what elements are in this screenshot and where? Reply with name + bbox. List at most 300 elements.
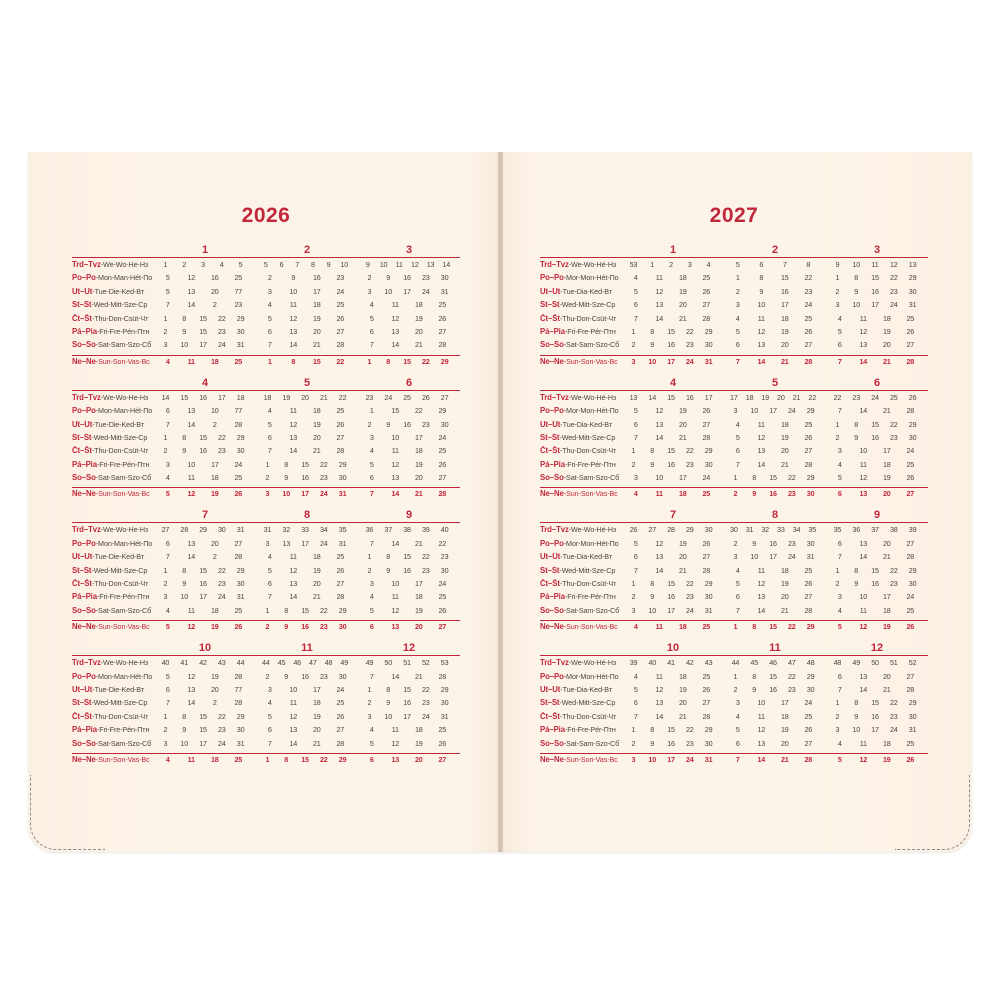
day-number[interactable]: 7 <box>165 419 170 429</box>
day-number[interactable]: 43 <box>217 658 226 668</box>
day-number[interactable]: 17 <box>769 406 777 416</box>
day-number[interactable]: 18 <box>263 392 272 402</box>
day-number[interactable]: 24 <box>804 300 813 310</box>
day-number[interactable]: 18 <box>780 711 789 721</box>
day-number[interactable]: 5 <box>267 711 272 721</box>
day-number[interactable]: 23 <box>319 622 328 632</box>
day-number[interactable]: 22 <box>804 273 813 283</box>
day-number[interactable]: 2 <box>367 419 372 429</box>
day-number[interactable]: 7 <box>369 340 374 350</box>
day-number[interactable]: 12 <box>655 684 664 694</box>
day-number[interactable]: 12 <box>859 622 868 632</box>
month-number[interactable]: 6 <box>873 376 881 389</box>
day-number[interactable]: 20 <box>777 392 785 402</box>
day-number[interactable]: 25 <box>804 711 813 721</box>
day-number[interactable]: 22 <box>217 565 226 575</box>
day-number[interactable]: 30 <box>704 459 713 469</box>
day-number[interactable]: 14 <box>757 605 766 615</box>
day-number[interactable]: 2 <box>212 698 217 708</box>
day-number[interactable]: 21 <box>678 711 687 721</box>
day-number[interactable]: 15 <box>312 356 321 366</box>
day-number[interactable]: 13 <box>859 671 868 681</box>
day-number[interactable]: 5 <box>837 754 842 764</box>
day-number[interactable]: 7 <box>837 684 842 694</box>
day-number[interactable]: 35 <box>833 525 842 535</box>
day-number[interactable]: 28 <box>702 432 711 442</box>
day-number[interactable]: 10 <box>852 725 860 735</box>
day-number[interactable]: 9 <box>650 592 655 602</box>
day-number[interactable]: 9 <box>650 459 655 469</box>
day-number[interactable]: 13 <box>757 738 766 748</box>
day-number[interactable]: 10 <box>852 300 860 310</box>
day-number[interactable]: 12 <box>391 738 400 748</box>
day-number[interactable]: 30 <box>440 419 449 429</box>
day-number[interactable]: 29 <box>440 356 449 366</box>
day-number[interactable]: 37 <box>384 525 392 535</box>
day-number[interactable]: 31 <box>236 525 245 535</box>
day-number[interactable]: 20 <box>301 392 309 402</box>
day-number[interactable]: 25 <box>804 419 813 429</box>
day-number[interactable]: 25 <box>906 313 915 323</box>
day-number[interactable]: 19 <box>414 605 423 615</box>
day-number[interactable]: 13 <box>187 538 196 548</box>
day-number[interactable]: 29 <box>199 525 207 535</box>
day-number[interactable]: 8 <box>650 446 655 456</box>
day-number[interactable]: 7 <box>735 459 740 469</box>
day-number[interactable]: 9 <box>650 738 655 748</box>
day-number[interactable]: 19 <box>761 392 769 402</box>
day-number[interactable]: 16 <box>301 622 309 632</box>
day-number[interactable]: 24 <box>804 698 813 708</box>
day-number[interactable]: 14 <box>289 592 298 602</box>
day-number[interactable]: 4 <box>369 725 374 735</box>
day-number[interactable]: 8 <box>291 356 296 366</box>
day-number[interactable]: 15 <box>769 473 777 483</box>
day-number[interactable]: 31 <box>704 356 713 366</box>
day-number[interactable]: 35 <box>808 525 816 535</box>
day-number[interactable]: 20 <box>414 622 423 632</box>
month-number[interactable]: 1 <box>201 244 209 256</box>
day-number[interactable]: 2 <box>265 671 270 681</box>
day-number[interactable]: 22 <box>787 473 796 483</box>
day-number[interactable]: 29 <box>338 459 347 469</box>
day-number[interactable]: 17 <box>730 392 738 402</box>
day-number[interactable]: 49 <box>340 658 348 668</box>
day-number[interactable]: 25 <box>336 300 345 310</box>
day-number[interactable]: 12 <box>411 260 419 269</box>
day-number[interactable]: 3 <box>165 459 170 469</box>
day-number[interactable]: 13 <box>282 538 290 548</box>
day-number[interactable]: 4 <box>165 605 170 615</box>
day-number[interactable]: 5 <box>837 326 842 336</box>
day-number[interactable]: 16 <box>403 698 411 708</box>
day-number[interactable]: 17 <box>414 579 423 589</box>
day-number[interactable]: 26 <box>906 754 915 764</box>
day-number[interactable]: 14 <box>648 392 656 402</box>
month-number[interactable]: 10 <box>198 642 212 655</box>
day-number[interactable]: 23 <box>217 579 226 589</box>
day-number[interactable]: 30 <box>908 711 917 721</box>
day-number[interactable]: 15 <box>667 446 675 456</box>
day-number[interactable]: 16 <box>871 286 879 296</box>
day-number[interactable]: 13 <box>757 340 766 350</box>
day-number[interactable]: 16 <box>199 392 207 402</box>
day-number[interactable]: 18 <box>312 698 321 708</box>
day-number[interactable]: 20 <box>312 579 321 589</box>
day-number[interactable]: 28 <box>906 552 915 562</box>
day-number[interactable]: 30 <box>440 698 449 708</box>
day-number[interactable]: 10 <box>210 406 219 416</box>
day-number[interactable]: 22 <box>319 605 328 615</box>
day-number[interactable]: 11 <box>391 300 399 310</box>
day-number[interactable]: 18 <box>312 552 321 562</box>
day-number[interactable]: 7 <box>837 406 842 416</box>
day-number[interactable]: 12 <box>289 313 298 323</box>
day-number[interactable]: 21 <box>319 392 328 402</box>
day-number[interactable]: 24 <box>871 392 879 402</box>
day-number[interactable]: 2 <box>267 273 272 283</box>
day-number[interactable]: 8 <box>854 419 859 429</box>
day-number[interactable]: 26 <box>234 489 243 499</box>
day-number[interactable]: 15 <box>403 684 411 694</box>
day-number[interactable]: 16 <box>780 286 789 296</box>
day-number[interactable]: 23 <box>889 286 898 296</box>
day-number[interactable]: 23 <box>217 725 226 735</box>
day-number[interactable]: 18 <box>236 392 245 402</box>
day-number[interactable]: 9 <box>365 260 370 269</box>
day-number[interactable]: 6 <box>837 489 842 499</box>
day-number[interactable]: 27 <box>336 432 345 442</box>
day-number[interactable]: 6 <box>735 592 740 602</box>
day-number[interactable]: 13 <box>391 326 400 336</box>
day-number[interactable]: 1 <box>631 579 636 589</box>
day-number[interactable]: 18 <box>882 459 891 469</box>
day-number[interactable]: 10 <box>282 489 290 499</box>
day-number[interactable]: 23 <box>365 392 374 402</box>
day-number[interactable]: 19 <box>282 392 290 402</box>
day-number[interactable]: 19 <box>210 622 219 632</box>
day-number[interactable]: 27 <box>702 300 711 310</box>
day-number[interactable]: 5 <box>735 326 740 336</box>
day-number[interactable]: 30 <box>806 538 815 548</box>
day-number[interactable]: 11 <box>391 725 399 735</box>
day-number[interactable]: 1 <box>733 622 738 632</box>
day-number[interactable]: 17 <box>678 473 687 483</box>
day-number[interactable]: 7 <box>633 313 638 323</box>
day-number[interactable]: 27 <box>906 538 915 548</box>
day-number[interactable]: 29 <box>685 525 694 535</box>
day-number[interactable]: 11 <box>871 260 879 269</box>
day-number[interactable]: 13 <box>391 473 400 483</box>
day-number[interactable]: 15 <box>667 326 675 336</box>
day-number[interactable]: 30 <box>704 525 713 535</box>
day-number[interactable]: 25 <box>336 552 345 562</box>
day-number[interactable]: 15 <box>769 671 777 681</box>
day-number[interactable]: 10 <box>750 406 758 416</box>
day-number[interactable]: 6 <box>633 552 638 562</box>
day-number[interactable]: 26 <box>804 432 813 442</box>
day-number[interactable]: 17 <box>199 738 207 748</box>
month-number[interactable]: 2 <box>303 244 311 256</box>
day-number[interactable]: 18 <box>210 473 219 483</box>
day-number[interactable]: 14 <box>859 356 868 366</box>
day-number[interactable]: 2 <box>212 552 217 562</box>
day-number[interactable]: 14 <box>655 432 664 442</box>
day-number[interactable]: 23 <box>421 419 430 429</box>
day-number[interactable]: 17 <box>210 459 219 469</box>
day-number[interactable]: 28 <box>804 605 813 615</box>
day-number[interactable]: 11 <box>859 313 867 323</box>
day-number[interactable]: 14 <box>757 459 766 469</box>
day-number[interactable]: 16 <box>769 538 777 548</box>
day-number[interactable]: 22 <box>889 565 898 575</box>
day-number[interactable]: 25 <box>889 392 898 402</box>
day-number[interactable]: 22 <box>438 538 447 548</box>
day-number[interactable]: 6 <box>165 538 170 548</box>
day-number[interactable]: 9 <box>284 671 289 681</box>
day-number[interactable]: 29 <box>908 698 917 708</box>
day-number[interactable]: 31 <box>806 552 815 562</box>
day-number[interactable]: 12 <box>289 711 298 721</box>
day-number[interactable]: 10 <box>655 473 664 483</box>
day-number[interactable]: 21 <box>678 313 687 323</box>
day-number[interactable]: 30 <box>440 565 449 575</box>
day-number[interactable]: 7 <box>369 671 374 681</box>
day-number[interactable]: 14 <box>289 738 298 748</box>
day-number[interactable]: 22 <box>685 446 694 456</box>
day-number[interactable]: 11 <box>655 273 663 283</box>
day-number[interactable]: 3 <box>267 286 272 296</box>
day-number[interactable]: 9 <box>291 273 296 283</box>
day-number[interactable]: 28 <box>336 738 345 748</box>
day-number[interactable]: 15 <box>199 711 207 721</box>
day-number[interactable]: 14 <box>391 538 400 548</box>
day-number[interactable]: 4 <box>633 622 638 632</box>
day-number[interactable]: 26 <box>438 738 447 748</box>
day-number[interactable]: 12 <box>889 260 898 269</box>
day-number[interactable]: 27 <box>438 622 447 632</box>
day-number[interactable]: 14 <box>859 406 868 416</box>
day-number[interactable]: 19 <box>312 419 321 429</box>
day-number[interactable]: 26 <box>336 565 345 575</box>
day-number[interactable]: 3 <box>367 711 372 721</box>
day-number[interactable]: 42 <box>685 658 694 668</box>
day-number[interactable]: 20 <box>780 446 789 456</box>
day-number[interactable]: 4 <box>165 473 170 483</box>
day-number[interactable]: 10 <box>859 592 868 602</box>
day-number[interactable]: 15 <box>780 273 789 283</box>
day-number[interactable]: 5 <box>633 538 638 548</box>
day-number[interactable]: 17 <box>780 300 789 310</box>
day-number[interactable]: 18 <box>414 300 423 310</box>
day-number[interactable]: 41 <box>180 658 188 668</box>
day-number[interactable]: 3 <box>163 738 168 748</box>
day-number[interactable]: 21 <box>882 406 891 416</box>
day-number[interactable]: 24 <box>421 286 430 296</box>
month-number[interactable]: 9 <box>873 509 881 522</box>
day-number[interactable]: 10 <box>648 754 656 764</box>
day-number[interactable]: 28 <box>702 565 711 575</box>
day-number[interactable]: 2 <box>212 300 217 310</box>
month-number[interactable]: 4 <box>669 376 677 389</box>
day-number[interactable]: 31 <box>440 711 449 721</box>
day-number[interactable]: 18 <box>414 725 423 735</box>
day-number[interactable]: 15 <box>391 406 400 416</box>
day-number[interactable]: 22 <box>421 552 430 562</box>
day-number[interactable]: 4 <box>837 459 842 469</box>
day-number[interactable]: 5 <box>267 313 272 323</box>
day-number[interactable]: 30 <box>704 592 713 602</box>
day-number[interactable]: 3 <box>201 260 205 269</box>
day-number[interactable]: 24 <box>319 489 328 499</box>
day-number[interactable]: 28 <box>234 671 243 681</box>
day-number[interactable]: 5 <box>837 473 842 483</box>
day-number[interactable]: 9 <box>284 622 289 632</box>
day-number[interactable]: 25 <box>438 446 447 456</box>
day-number[interactable]: 46 <box>769 658 777 668</box>
day-number[interactable]: 22 <box>685 579 694 589</box>
day-number[interactable]: 13 <box>655 698 664 708</box>
day-number[interactable]: 25 <box>336 406 345 416</box>
day-number[interactable]: 13 <box>187 286 196 296</box>
day-number[interactable]: 7 <box>633 432 638 442</box>
day-number[interactable]: 25 <box>906 459 915 469</box>
day-number[interactable]: 29 <box>704 579 713 589</box>
day-number[interactable]: 19 <box>312 313 321 323</box>
month-number[interactable]: 3 <box>405 244 413 256</box>
day-number[interactable]: 23 <box>217 446 226 456</box>
day-number[interactable]: 9 <box>854 286 859 296</box>
day-number[interactable]: 12 <box>187 489 196 499</box>
day-number[interactable]: 31 <box>440 286 449 296</box>
day-number[interactable]: 19 <box>210 671 219 681</box>
day-number[interactable]: 21 <box>414 538 423 548</box>
day-number[interactable]: 7 <box>837 356 842 366</box>
day-number[interactable]: 11 <box>187 356 195 366</box>
day-number[interactable]: 11 <box>187 754 195 764</box>
day-number[interactable]: 8 <box>386 552 391 562</box>
day-number[interactable]: 31 <box>908 300 917 310</box>
day-number[interactable]: 5 <box>633 406 638 416</box>
day-number[interactable]: 23 <box>234 300 243 310</box>
day-number[interactable]: 24 <box>685 356 694 366</box>
day-number[interactable]: 16 <box>403 419 411 429</box>
day-number[interactable]: 25 <box>438 592 447 602</box>
day-number[interactable]: 24 <box>217 340 226 350</box>
day-number[interactable]: 24 <box>438 432 447 442</box>
day-number[interactable]: 2 <box>182 260 187 269</box>
day-number[interactable]: 23 <box>319 671 328 681</box>
day-number[interactable]: 21 <box>312 340 321 350</box>
day-number[interactable]: 27 <box>804 340 813 350</box>
day-number[interactable]: 27 <box>234 538 243 548</box>
day-number[interactable]: 1 <box>631 446 636 456</box>
day-number[interactable]: 11 <box>757 711 765 721</box>
day-number[interactable]: 8 <box>284 605 289 615</box>
day-number[interactable]: 8 <box>752 473 757 483</box>
day-number[interactable]: 16 <box>871 711 879 721</box>
day-number[interactable]: 1 <box>835 419 840 429</box>
day-number[interactable]: 5 <box>165 671 170 681</box>
day-number[interactable]: 31 <box>338 538 347 548</box>
day-number[interactable]: 5 <box>735 725 740 735</box>
day-number[interactable]: 30 <box>236 579 245 589</box>
day-number[interactable]: 7 <box>837 552 842 562</box>
day-number[interactable]: 10 <box>384 711 392 721</box>
month-number[interactable]: 12 <box>402 642 416 655</box>
day-number[interactable]: 6 <box>267 432 272 442</box>
day-number[interactable]: 6 <box>369 622 374 632</box>
day-number[interactable]: 18 <box>745 392 754 402</box>
day-number[interactable]: 25 <box>336 698 345 708</box>
day-number[interactable]: 4 <box>735 313 740 323</box>
day-number[interactable]: 21 <box>780 459 789 469</box>
day-number[interactable]: 8 <box>284 459 289 469</box>
day-number[interactable]: 11 <box>655 622 663 632</box>
day-number[interactable]: 28 <box>906 684 915 694</box>
day-number[interactable]: 44 <box>236 658 245 668</box>
day-number[interactable]: 20 <box>780 340 789 350</box>
day-number[interactable]: 19 <box>882 622 891 632</box>
month-number[interactable]: 1 <box>669 244 677 256</box>
day-number[interactable]: 25 <box>702 273 711 283</box>
day-number[interactable]: 23 <box>685 459 694 469</box>
day-number[interactable]: 13 <box>391 622 400 632</box>
day-number[interactable]: 45 <box>750 658 758 668</box>
day-number[interactable]: 20 <box>882 671 891 681</box>
day-number[interactable]: 10 <box>750 552 758 562</box>
month-number[interactable]: 8 <box>771 509 779 522</box>
day-number[interactable]: 12 <box>757 579 766 589</box>
day-number[interactable]: 5 <box>165 286 170 296</box>
day-number[interactable]: 6 <box>369 473 374 483</box>
day-number[interactable]: 13 <box>757 592 766 602</box>
day-number[interactable]: 18 <box>312 406 321 416</box>
day-number[interactable]: 8 <box>650 725 655 735</box>
day-number[interactable]: 12 <box>391 605 400 615</box>
day-number[interactable]: 27 <box>438 326 447 336</box>
day-number[interactable]: 14 <box>391 671 400 681</box>
day-number[interactable]: 3 <box>631 605 636 615</box>
day-number[interactable]: 30 <box>704 340 713 350</box>
day-number[interactable]: 31 <box>745 525 754 535</box>
day-number[interactable]: 18 <box>414 592 423 602</box>
day-number[interactable]: 23 <box>889 579 898 589</box>
month-number[interactable]: 5 <box>771 376 779 389</box>
day-number[interactable]: 26 <box>804 725 813 735</box>
day-number[interactable]: 5 <box>735 579 740 589</box>
day-number[interactable]: 32 <box>282 525 290 535</box>
day-number[interactable]: 27 <box>648 525 656 535</box>
day-number[interactable]: 11 <box>757 313 765 323</box>
day-number[interactable]: 18 <box>414 446 423 456</box>
day-number[interactable]: 16 <box>301 671 309 681</box>
day-number[interactable]: 77 <box>234 286 243 296</box>
day-number[interactable]: 10 <box>859 446 868 456</box>
day-number[interactable]: 11 <box>655 671 663 681</box>
day-number[interactable]: 8 <box>310 260 315 269</box>
day-number[interactable]: 12 <box>289 565 298 575</box>
day-number[interactable]: 27 <box>440 392 449 402</box>
day-number[interactable]: 23 <box>217 326 226 336</box>
day-number[interactable]: 26 <box>438 459 447 469</box>
day-number[interactable]: 39 <box>908 525 917 535</box>
day-number[interactable]: 23 <box>787 538 796 548</box>
day-number[interactable]: 2 <box>733 489 738 499</box>
day-number[interactable]: 6 <box>735 738 740 748</box>
day-number[interactable]: 9 <box>650 340 655 350</box>
day-number[interactable]: 5 <box>735 432 740 442</box>
